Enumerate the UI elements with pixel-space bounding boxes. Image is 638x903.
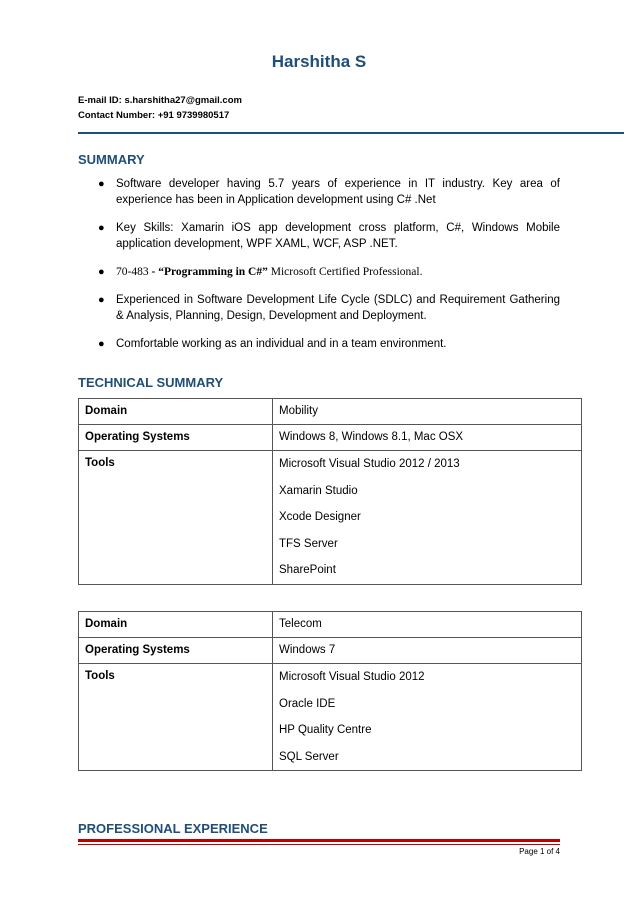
contact-number-line: Contact Number: +91 9739980517: [78, 110, 230, 121]
tool-item: SQL Server: [279, 750, 339, 763]
tool-item: SharePoint: [279, 564, 336, 576]
bullet-icon: ●: [98, 294, 105, 306]
page-number: Page 1 of 4: [519, 847, 560, 856]
cert-title: “Programming in C#”: [158, 266, 268, 278]
tech-table-telecom: [78, 611, 582, 771]
footer-divider-thin: [78, 844, 560, 845]
tool-item: Xamarin Studio: [279, 484, 358, 497]
summary-item: ● Experienced in Software Development Life Cycle (SDLC) and Requirement Gathering & Analysis, Planning, Design, Development and Deployment.: [98, 294, 560, 322]
table-row: [79, 425, 582, 451]
os-value: Windows 7: [273, 638, 582, 664]
cert-code: 70-483: [116, 266, 149, 278]
tool-item: Microsoft Visual Studio 2012: [279, 671, 425, 683]
cert-suffix: Microsoft Certified Professional.: [267, 266, 423, 278]
email-line: E-mail ID: s.harshitha27@gmail.com: [78, 95, 242, 106]
technical-summary-heading: TECHNICAL SUMMARY: [78, 375, 224, 390]
tool-item: Oracle IDE: [279, 697, 336, 710]
os-value: Windows 8, Windows 8.1, Mac OSX: [273, 425, 582, 451]
summary-heading: SUMMARY: [78, 152, 145, 167]
footer-divider: [78, 839, 560, 842]
summary-item: ● Comfortable working as an individual and in a team environment.: [98, 338, 447, 350]
tool-item: HP Quality Centre: [279, 724, 372, 736]
tool-item: Xcode Designer: [279, 511, 361, 523]
table-row: [79, 664, 582, 771]
header-divider: [78, 132, 624, 134]
bullet-icon: ●: [98, 222, 105, 234]
summary-item: ● Software developer having 5.7 years of experience in IT industry. Key area of experience has been in Application development using C# .Net: [98, 178, 560, 206]
tools-list: [273, 664, 582, 771]
table-row: [79, 612, 582, 638]
domain-label: Domain: [79, 399, 273, 425]
os-label: Operating Systems: [79, 638, 273, 664]
domain-label: Domain: [79, 612, 273, 638]
summary-list: [78, 176, 560, 364]
bullet-icon: ●: [98, 266, 105, 278]
os-label: Operating Systems: [79, 425, 273, 451]
tool-item: TFS Server: [279, 537, 338, 550]
professional-experience-heading: PROFESSIONAL EXPERIENCE: [78, 821, 268, 836]
summary-item: ● Key Skills: Xamarin iOS app development cross platform, C#, Windows Mobile application development, WPF XAML, WCF, ASP .NET.: [98, 222, 560, 250]
contact-block: [78, 93, 242, 123]
table-row: [79, 451, 582, 585]
bullet-icon: ●: [98, 178, 105, 190]
tools-label: Tools: [79, 451, 273, 585]
domain-value: Telecom: [273, 612, 582, 638]
tool-item: Microsoft Visual Studio 2012 / 2013: [279, 458, 460, 470]
table-row: [79, 399, 582, 425]
bullet-icon: ●: [98, 338, 105, 350]
tech-table-mobility: [78, 398, 582, 585]
domain-value: Mobility: [273, 399, 582, 425]
table-row: [79, 638, 582, 664]
candidate-name: Harshitha S: [271, 52, 367, 71]
tools-label: Tools: [79, 664, 273, 771]
cert-separator: -: [148, 266, 159, 278]
summary-item-certification: [78, 264, 560, 280]
tools-list: [273, 451, 582, 585]
